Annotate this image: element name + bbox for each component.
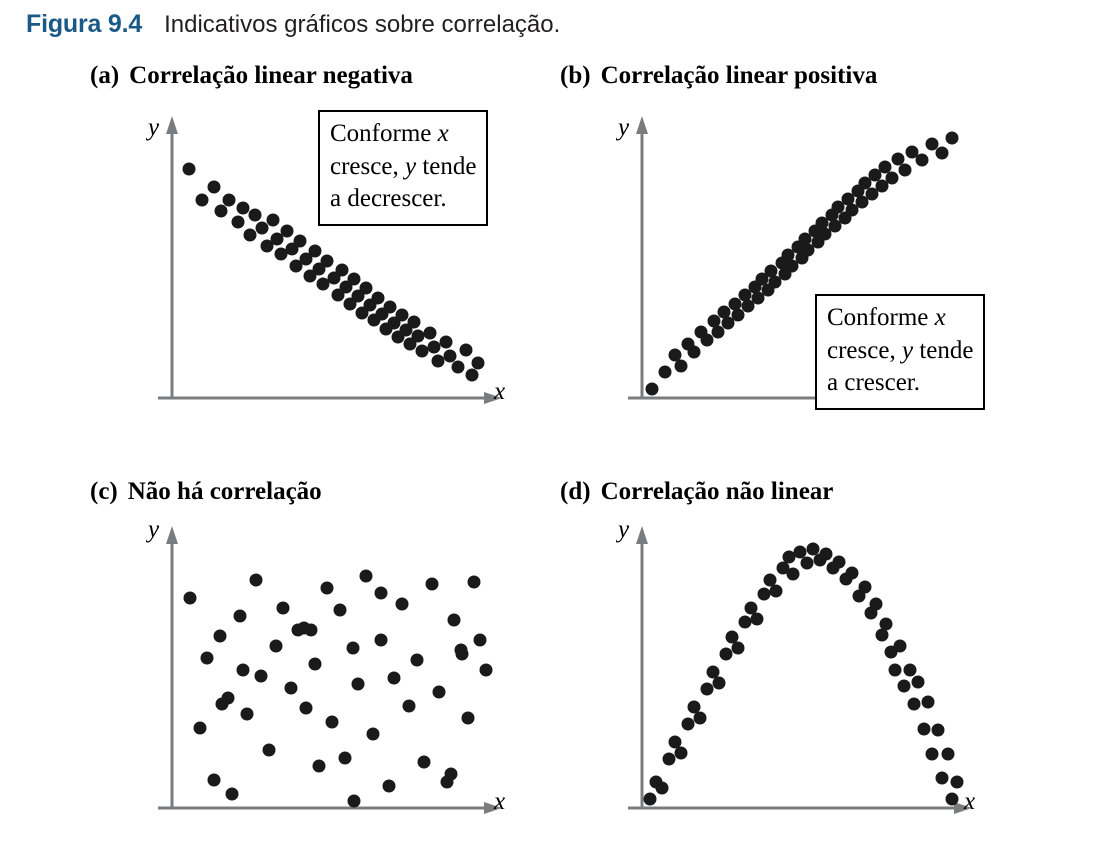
figure-caption-text: Indicativos gráficos sobre correlação. [164, 11, 561, 38]
panel-a-callout-line-1: Conforme x [330, 120, 449, 147]
panel-c [90, 478, 560, 858]
panel-d [560, 478, 1060, 858]
panel-a-letter: (a) [90, 62, 120, 89]
panel-b-title [560, 62, 877, 90]
panel-b-letter: (b) [560, 62, 591, 89]
scatter-plot-c [110, 518, 510, 818]
data-points-c [184, 570, 493, 808]
panel-a-callout-line-2: cresce, y tende [330, 152, 477, 180]
panel-a-title [90, 62, 413, 90]
panel-a-x-label: x [494, 378, 506, 405]
panel-b-y-label: y [618, 114, 630, 141]
panel-b-callout [815, 294, 985, 410]
panel-b [560, 62, 1060, 442]
panel-d-y-label: y [618, 516, 630, 543]
panel-b-callout-line-3: a crescer. [827, 369, 920, 396]
data-points-d [644, 543, 964, 806]
panel-c-letter: (c) [90, 478, 118, 505]
panel-a-callout [318, 110, 488, 226]
panel-d-x-label: x [964, 788, 976, 815]
panel-c-plot [110, 518, 510, 818]
panel-d-title-text: Correlação não linear [600, 478, 834, 505]
panel-c-y-label: y [148, 516, 160, 543]
scatter-plot-d [580, 518, 980, 818]
panel-d-plot [580, 518, 980, 818]
axis-lines-d [628, 526, 972, 814]
panel-b-callout-line-1: Conforme x [827, 304, 946, 331]
panel-b-callout-line-2: cresce, y tende [827, 336, 974, 364]
panel-d-title [560, 478, 833, 506]
panel-a-y-label: y [148, 114, 160, 141]
panel-c-title [90, 478, 322, 506]
figure-caption [26, 10, 560, 39]
panel-c-title-text: Não há correlação [127, 478, 322, 505]
panel-b-title-text: Correlação linear positiva [600, 62, 878, 89]
figure-label: Figura 9.4 [26, 10, 143, 38]
panel-a [90, 62, 560, 442]
panel-a-callout-line-3: a decrescer. [330, 185, 447, 212]
panel-d-letter: (d) [560, 478, 591, 505]
panel-a-title-text: Correlação linear negativa [129, 62, 413, 89]
panel-c-x-label: x [494, 788, 506, 815]
